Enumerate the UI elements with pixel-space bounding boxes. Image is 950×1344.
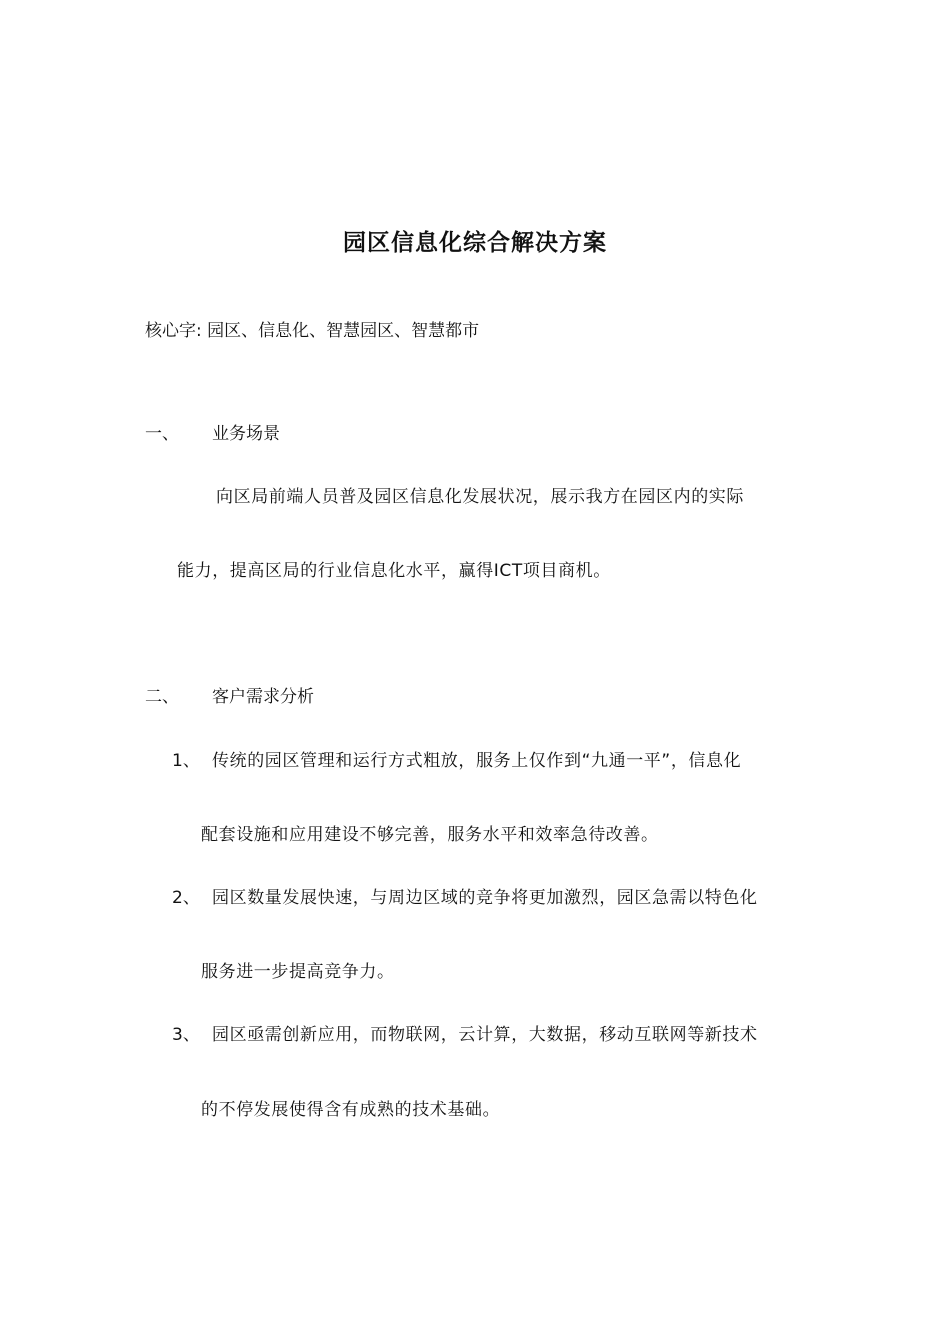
list-item-number: 1、 <box>172 751 200 771</box>
list-item-line: 服务进一步提高竞争力。 <box>201 962 395 982</box>
list-item-line: 园区亟需创新应用，而物联网，云计算，大数据，移动互联网等新技术 <box>212 1025 758 1045</box>
list-item-line: 配套设施和应用建设不够完善，服务水平和效率急待改善。 <box>201 825 659 845</box>
document-title: 园区信息化综合解决方案 <box>343 230 607 256</box>
paragraph-line: 向区局前端人员普及园区信息化发展状况，展示我方在园区内的实际 <box>216 487 744 507</box>
list-item-line: 园区数量发展快速，与周边区域的竞争将更加激烈，园区急需以特色化 <box>212 888 758 908</box>
list-item-line: 的不停发展使得含有成熟的技术基础。 <box>201 1100 501 1120</box>
section-number: 一、 <box>145 424 179 444</box>
keywords-line: 核心字: 园区、信息化、智慧园区、智慧都市 <box>145 321 480 341</box>
paragraph-line: 能力，提高区局的行业信息化水平，赢得ICT项目商机。 <box>177 561 611 581</box>
section-heading: 客户需求分析 <box>212 687 314 707</box>
list-item-number: 3、 <box>172 1025 200 1045</box>
list-item-number: 2、 <box>172 888 200 908</box>
section-heading: 业务场景 <box>212 424 280 444</box>
section-number: 二、 <box>145 687 179 707</box>
list-item-line: 传统的园区管理和运行方式粗放，服务上仅作到“九通一平”，信息化 <box>212 751 742 771</box>
